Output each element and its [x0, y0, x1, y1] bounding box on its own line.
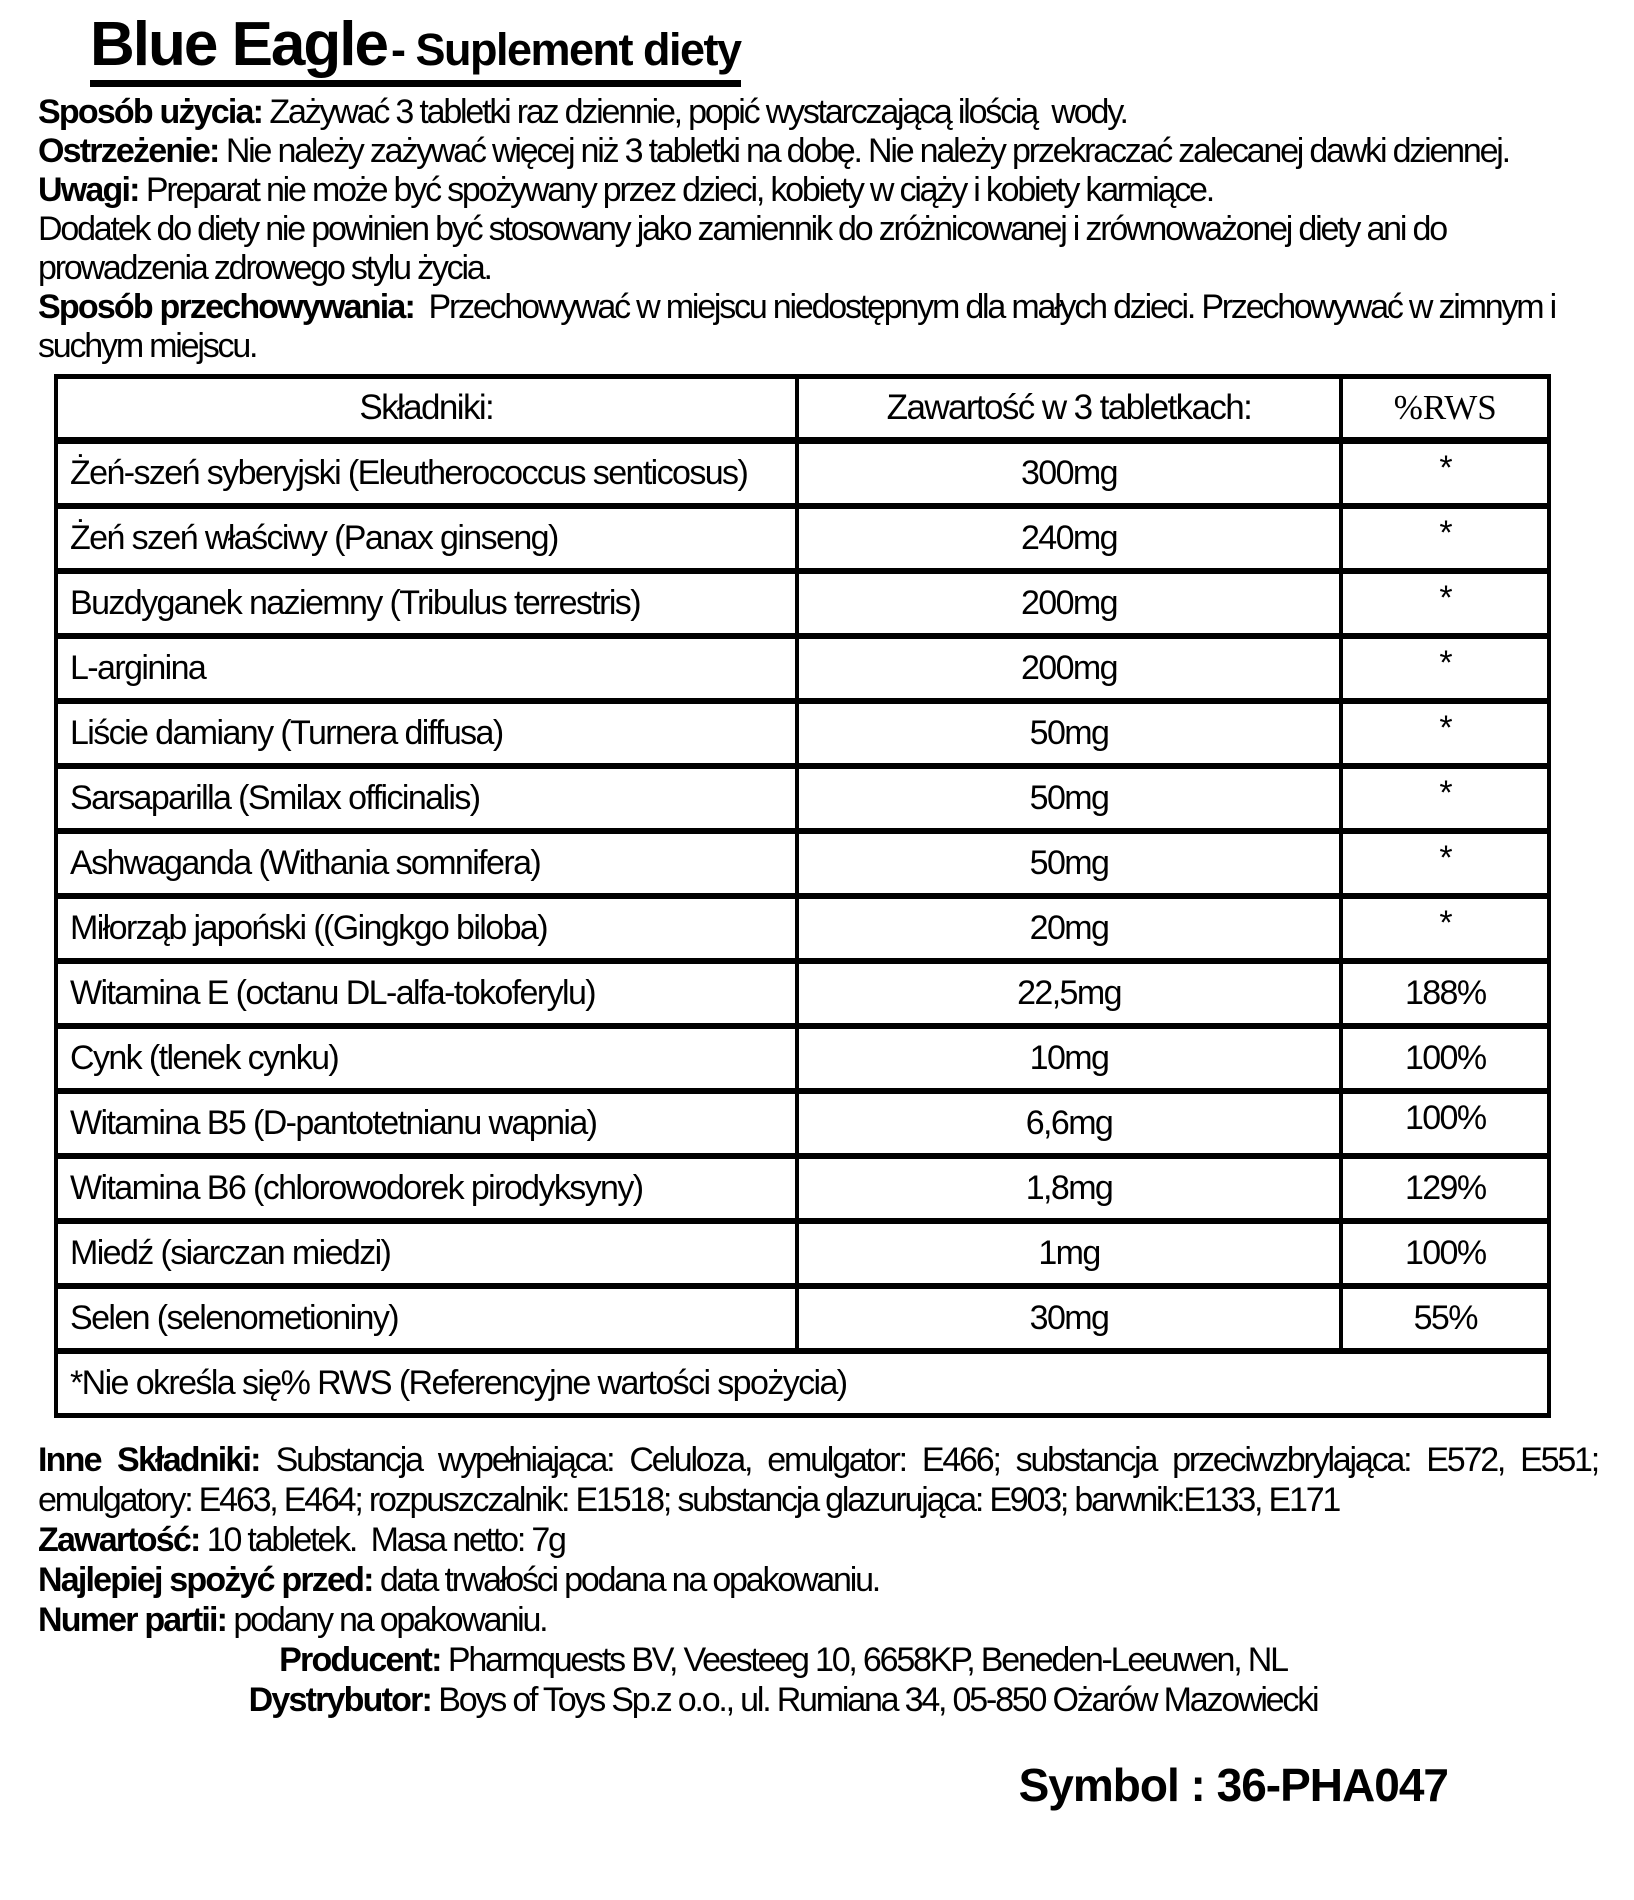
ingredients-table	[54, 374, 1551, 1418]
ingredient-cell-amount: 1mg	[797, 1221, 1342, 1286]
ingredient-cell-amount: 20mg	[797, 896, 1342, 961]
ingredient-row	[56, 506, 1549, 571]
rws-footnote: *Nie określa się% RWS (Referencyjne wartości spożycia)	[56, 1351, 1549, 1416]
ingredient-cell-rws: *	[1341, 896, 1549, 961]
ingredient-cell-name: Miłorząb japoński ((Gingkgo biloba)	[56, 896, 797, 961]
ingredient-row	[56, 441, 1549, 506]
ingredient-cell-amount: 22,5mg	[797, 961, 1342, 1026]
batch-number-line	[38, 1600, 1598, 1640]
intro-paragraph: Ostrzeżenie: Nie należy zażywać więcej niż 3 tabletki na dobę. Nie należy przekraczać zalecanej dawki dziennej.	[38, 132, 1509, 170]
distributor-text: Boys of Toys Sp.z o.o., ul. Rumiana 34, 05-850 Ożarów Mazowiecki	[431, 1681, 1318, 1719]
other-ingredients-text: Substancja wypełniająca: Celuloza, emulgator: E466; substancja przeciwzbrylająca: E572, E551; emulgatory: E463, E464; rozpuszczalnik: E1518; substancja glazurująca: E903; barwnik:E133, E171	[38, 1441, 1606, 1519]
ingredient-cell-name: Selen (selenometioniny)	[56, 1286, 797, 1351]
symbol-code: Symbol : 36-PHA047	[1018, 1759, 1448, 1811]
ingredient-cell-rws: *	[1341, 571, 1549, 636]
product-type-subtitle: - Suplement diety	[391, 24, 741, 75]
intro-paragraph-label: Sposób przechowywania:	[38, 288, 415, 326]
ingredient-cell-amount: 300mg	[797, 441, 1342, 506]
header-row	[56, 376, 1549, 441]
ingredient-cell-name: L-arginina	[56, 636, 797, 701]
intro-paragraph: Sposób przechowywania: Przechowywać w miejscu niedostępnym dla małych dzieci. Przechowywać w zimnym i suchym miejscu.	[38, 288, 1563, 365]
ingredient-cell-amount: 6,6mg	[797, 1091, 1342, 1156]
ingredient-cell-rws: 100%	[1341, 1026, 1549, 1091]
table-header	[56, 376, 1549, 441]
ingredient-cell-name: Żeń-szeń syberyjski (Eleutherococcus senticosus)	[56, 441, 797, 506]
ingredient-cell-name: Buzdyganek naziemny (Tribulus terrestris)	[56, 571, 797, 636]
ingredient-cell-rws: *	[1341, 701, 1549, 766]
ingredient-cell-rws: 55%	[1341, 1286, 1549, 1351]
content-line	[38, 1520, 1598, 1560]
col-header-skladniki: Składniki:	[56, 376, 797, 441]
ingredient-cell-rws: *	[1341, 506, 1549, 571]
ingredient-row	[56, 961, 1549, 1026]
distributor-label: Dystrybutor:	[248, 1681, 432, 1719]
ingredient-cell-amount: 30mg	[797, 1286, 1342, 1351]
best-before-line	[38, 1560, 1598, 1600]
ingredient-row	[56, 571, 1549, 636]
ingredient-cell-name: Sarsaparilla (Smilax officinalis)	[56, 766, 797, 831]
best-before-text: data trwałości podana na opakowaniu.	[372, 1561, 880, 1599]
other-ingredients-label: Inne Składniki:	[38, 1441, 260, 1479]
table-body	[56, 441, 1549, 1351]
intro-paragraph-label: Ostrzeżenie:	[38, 132, 219, 170]
ingredient-cell-name: Cynk (tlenek cynku)	[56, 1026, 797, 1091]
ingredient-cell-name: Liście damiany (Turnera diffusa)	[56, 701, 797, 766]
ingredient-cell-rws: 100%	[1341, 1091, 1549, 1156]
ingredient-cell-rws: *	[1341, 636, 1549, 701]
ingredient-row	[56, 766, 1549, 831]
ingredient-row	[56, 896, 1549, 961]
ingredient-cell-name: Witamina E (octanu DL-alfa-tokoferylu)	[56, 961, 797, 1026]
footer-section	[38, 1440, 1606, 1812]
ingredient-row	[56, 1156, 1549, 1221]
ingredient-row	[56, 1026, 1549, 1091]
best-before-label: Najlepiej spożyć przed:	[38, 1561, 373, 1599]
ingredient-cell-amount: 1,8mg	[797, 1156, 1342, 1221]
ingredient-row	[56, 701, 1549, 766]
ingredient-cell-rws: 188%	[1341, 961, 1549, 1026]
batch-number-text: podany na opakowaniu.	[226, 1601, 547, 1639]
ingredient-cell-rws: 129%	[1341, 1156, 1549, 1221]
intro-paragraph-label: Uwagi:	[38, 171, 139, 209]
ingredient-row	[56, 1286, 1549, 1351]
ingredient-cell-name: Witamina B6 (chlorowodorek pirodyksyny)	[56, 1156, 797, 1221]
footnote-row	[56, 1351, 1549, 1416]
ingredient-cell-amount: 50mg	[797, 831, 1342, 896]
page-title	[90, 10, 1598, 87]
content-label: Zawartość:	[38, 1521, 200, 1559]
distributor-line	[38, 1680, 1528, 1720]
brand-name: Blue Eagle	[90, 10, 387, 79]
ingredient-row	[56, 636, 1549, 701]
intro-paragraph: Sposób użycia: Zażywać 3 tabletki raz dziennie, popić wystarczającą ilością wody.	[38, 93, 1127, 131]
ingredient-cell-amount: 50mg	[797, 701, 1342, 766]
content-text: 10 tabletek. Masa netto: 7g	[199, 1521, 565, 1559]
producer-label: Producent:	[279, 1641, 441, 1679]
table-footnote-body	[56, 1351, 1549, 1416]
ingredient-cell-amount: 240mg	[797, 506, 1342, 571]
ingredient-cell-name: Żeń szeń właściwy (Panax ginseng)	[56, 506, 797, 571]
ingredient-cell-rws: *	[1341, 766, 1549, 831]
ingredient-row	[56, 1221, 1549, 1286]
col-header-rws: %RWS	[1341, 376, 1549, 441]
ingredient-row	[56, 1091, 1549, 1156]
ingredient-cell-amount: 10mg	[797, 1026, 1342, 1091]
ingredient-cell-rws: *	[1341, 441, 1549, 506]
ingredient-cell-name: Miedź (siarczan miedzi)	[56, 1221, 797, 1286]
title-underline	[90, 10, 741, 87]
col-header-zawartosc: Zawartość w 3 tabletkach:	[797, 376, 1342, 441]
intro-paragraph-label: Sposób użycia:	[38, 93, 263, 131]
batch-number-label: Numer partii:	[38, 1601, 227, 1639]
other-ingredients-paragraph	[38, 1440, 1606, 1520]
producer-distributor-block	[38, 1640, 1598, 1720]
ingredient-cell-amount: 200mg	[797, 571, 1342, 636]
usage-warnings-section	[38, 93, 1598, 366]
producer-line	[38, 1640, 1528, 1680]
producer-text: Pharmquests BV, Veesteeg 10, 6658KP, Beneden-Leeuwen, NL	[440, 1641, 1287, 1679]
ingredient-cell-rws: *	[1341, 831, 1549, 896]
intro-paragraph: Uwagi: Preparat nie może być spożywany przez dzieci, kobiety w ciąży i kobiety karmiące.	[38, 171, 1213, 209]
ingredient-cell-amount: 200mg	[797, 636, 1342, 701]
ingredient-row	[56, 831, 1549, 896]
ingredient-cell-name: Witamina B5 (D-pantotetnianu wapnia)	[56, 1091, 797, 1156]
ingredient-cell-name: Ashwaganda (Withania somnifera)	[56, 831, 797, 896]
ingredient-cell-amount: 50mg	[797, 766, 1342, 831]
ingredient-cell-rws: 100%	[1341, 1221, 1549, 1286]
intro-paragraph: Dodatek do diety nie powinien być stosowany jako zamiennik do zróżnicowanej i zrównoważonej diety ani do prowadzenia zdrowego stylu życia.	[38, 210, 1454, 287]
